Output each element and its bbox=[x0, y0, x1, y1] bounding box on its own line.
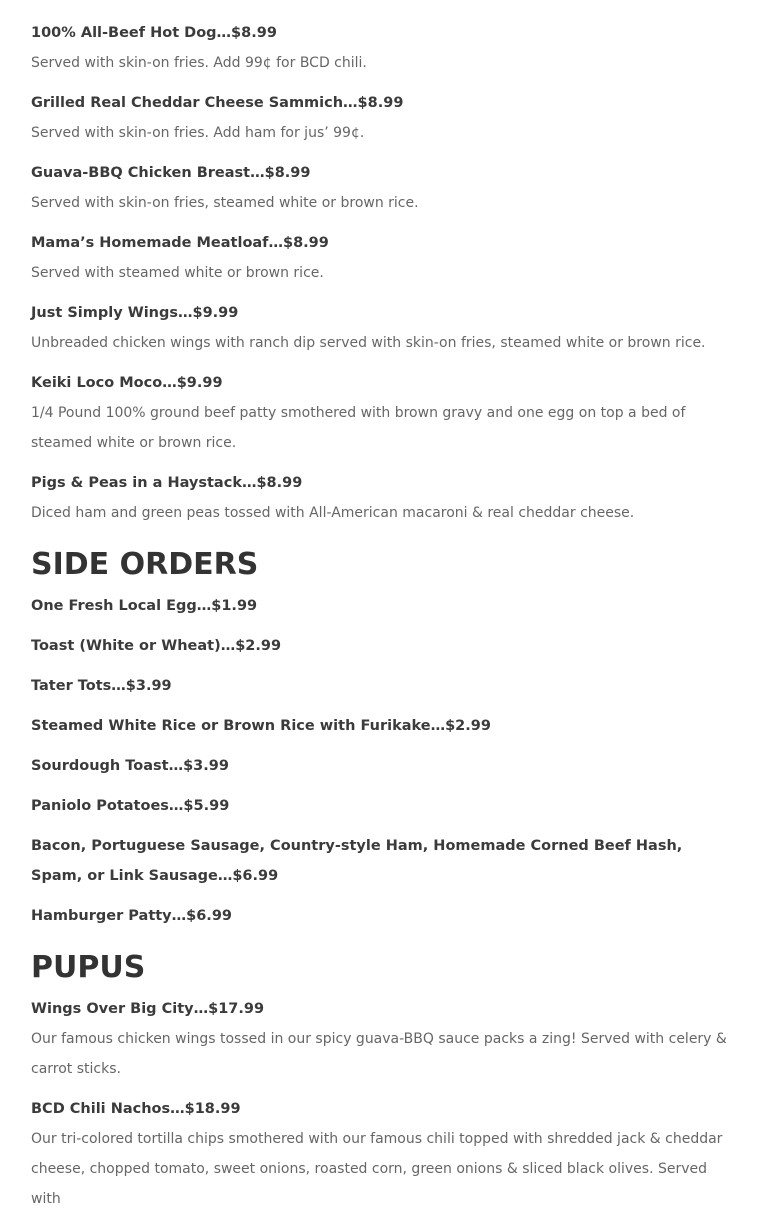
item-title: Just Simply Wings…$9.99 bbox=[31, 305, 239, 321]
menu-item bbox=[31, 368, 721, 458]
item-title: Guava-BBQ Chicken Breast…$8.99 bbox=[31, 165, 311, 181]
side-order-item: Tater Tots…$3.99 bbox=[31, 678, 172, 694]
side-order-item: Bacon, Portuguese Sausage, Country-style Ham, Homemade Corned Beef Hash, Spam, or Link Sausage…$6.99 bbox=[31, 838, 683, 884]
item-title: Grilled Real Cheddar Cheese Sammich…$8.99 bbox=[31, 95, 404, 111]
item-title: BCD Chili Nachos…$18.99 bbox=[31, 1101, 241, 1117]
section-heading-side-orders: SIDE ORDERS bbox=[31, 547, 259, 582]
item-description: Served with skin-on fries, steamed white or brown rice. bbox=[31, 195, 419, 211]
side-order-item: One Fresh Local Egg…$1.99 bbox=[31, 598, 258, 614]
side-order-item: Steamed White Rice or Brown Rice with Furikake…$2.99 bbox=[31, 718, 491, 734]
item-description: Served with steamed white or brown rice. bbox=[31, 265, 324, 281]
item-title: Keiki Loco Moco…$9.99 bbox=[31, 375, 223, 391]
item-description: Our tri-colored tortilla chips smothered with our famous chili topped with shredded jack & cheddar cheese, chopped tomato, sweet onions, roasted corn, green onions & sliced black olives. Served with bbox=[31, 1131, 723, 1207]
side-order-item: Hamburger Patty…$6.99 bbox=[31, 908, 232, 924]
menu-item bbox=[31, 228, 741, 288]
item-description: 1/4 Pound 100% ground beef patty smothered with brown gravy and one egg on top a bed of steamed white or brown rice. bbox=[31, 405, 686, 451]
side-order-item: Sourdough Toast…$3.99 bbox=[31, 758, 229, 774]
section-heading-pupus: PUPUS bbox=[31, 950, 146, 985]
item-title: 100% All-Beef Hot Dog…$8.99 bbox=[31, 25, 277, 41]
item-description: Our famous chicken wings tossed in our spicy guava-BBQ sauce packs a zing! Served with celery & carrot sticks. bbox=[31, 1031, 727, 1077]
item-description: Served with skin-on fries. Add ham for jus’ 99¢. bbox=[31, 125, 365, 141]
item-description: Unbreaded chicken wings with ranch dip served with skin-on fries, steamed white or brown rice. bbox=[31, 335, 706, 351]
item-title: Pigs & Peas in a Haystack…$8.99 bbox=[31, 475, 303, 491]
menu-item bbox=[31, 88, 741, 148]
side-order-item: Paniolo Potatoes…$5.99 bbox=[31, 798, 230, 814]
item-description: Diced ham and green peas tossed with All-American macaroni & real cheddar cheese. bbox=[31, 505, 635, 521]
menu-item bbox=[31, 994, 741, 1084]
menu-item bbox=[31, 158, 741, 218]
item-title: Mama’s Homemade Meatloaf…$8.99 bbox=[31, 235, 329, 251]
side-order-item: Toast (White or Wheat)…$2.99 bbox=[31, 638, 282, 654]
menu-item bbox=[31, 468, 741, 528]
menu-item bbox=[31, 18, 741, 78]
item-title: Wings Over Big City…$17.99 bbox=[31, 1001, 265, 1017]
menu-item bbox=[31, 1094, 741, 1214]
item-description: Served with skin-on fries. Add 99¢ for BCD chili. bbox=[31, 55, 367, 71]
menu-item bbox=[31, 298, 741, 358]
